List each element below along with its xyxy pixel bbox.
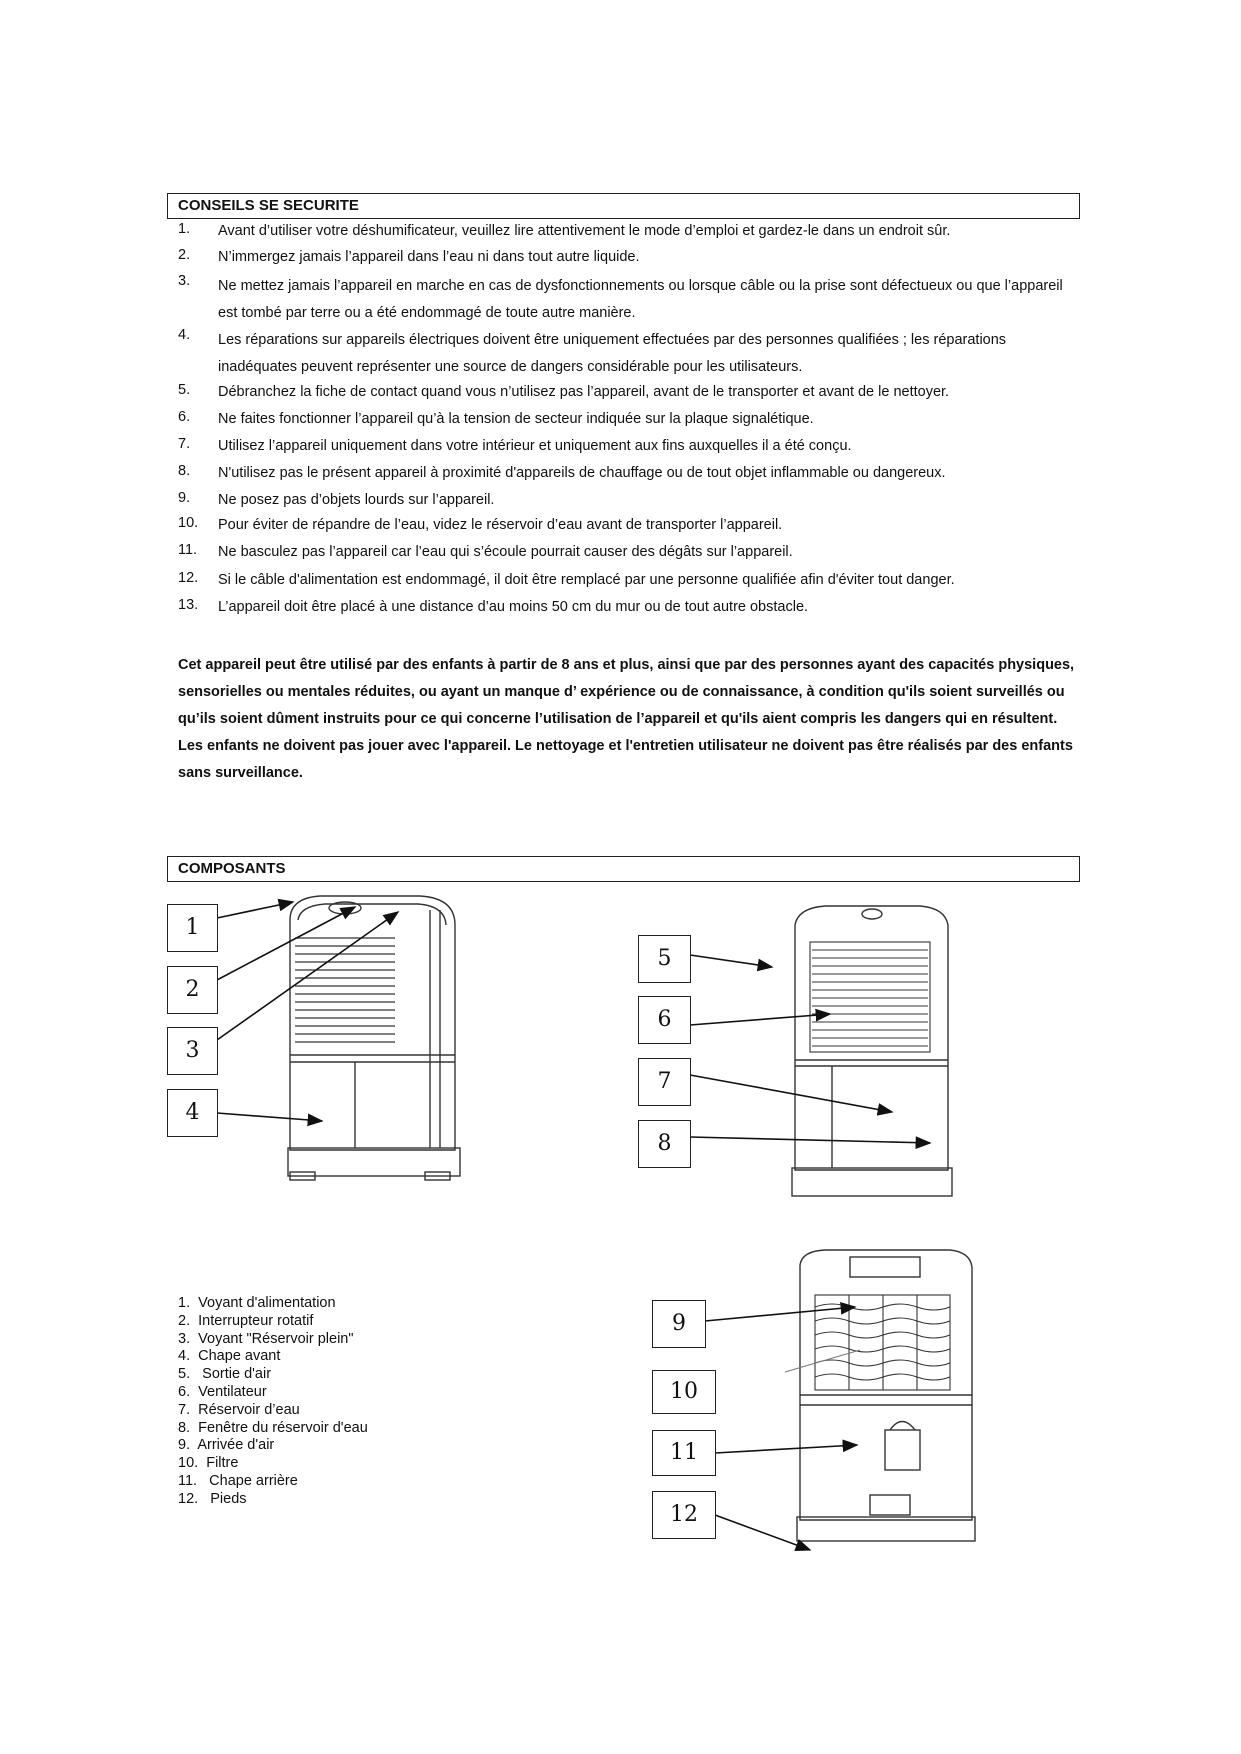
legend-item: 11. Chape arrière xyxy=(178,1472,298,1489)
arrow-11 xyxy=(715,1445,857,1453)
legend-item: 4. Chape avant xyxy=(178,1348,281,1365)
safety-section-header: CONSEILS SE SECURITE xyxy=(167,193,1080,219)
legend-item: 6. Ventilateur xyxy=(178,1383,267,1400)
legend-item: 10. Filtre xyxy=(178,1455,239,1472)
callout-label-7: 7 xyxy=(638,1058,691,1106)
legend-item: 9. Arrivée d'air xyxy=(178,1437,275,1454)
components-legend xyxy=(178,1295,368,1509)
arrow-3 xyxy=(217,912,398,1040)
legend-item: 1. Voyant d'alimentation xyxy=(178,1295,336,1311)
legend-item: 7. Réservoir d’eau xyxy=(178,1401,300,1418)
arrow-9 xyxy=(705,1307,855,1321)
arrow-2 xyxy=(217,907,355,980)
callout-label-10: 10 xyxy=(652,1370,716,1414)
arrow-6 xyxy=(690,1014,830,1025)
legend-item: 3. Voyant "Réservoir plein" xyxy=(178,1330,354,1347)
callout-label-9: 9 xyxy=(652,1300,706,1348)
callout-label-1: 1 xyxy=(167,904,218,952)
components-section-header: COMPOSANTS xyxy=(167,856,1080,882)
arrow-4 xyxy=(217,1113,322,1121)
arrow-8 xyxy=(690,1137,930,1143)
arrow-5 xyxy=(690,955,772,967)
children-safety-notice: Cet appareil peut être utilisé par des enfants à partir de 8 ans et plus, ainsi que par des personnes ayant des capacités physiques, sensorielles ou mentales réduites, ou ayant un manque d’ expérience ou de connaissance, à condition qu'ils soient surveillés ou qu’ils soient dûment instruits pour ce qui concerne l’utilisation de l’appareil et qu'ils aient compris les dangers qui en résultent. Les enfants ne doivent pas jouer avec l'appareil. Le nettoyage et l'entretien utilisateur ne doivent pas être réalisés par des enfants sans surveillance. xyxy=(178,657,1075,781)
callout-label-11: 11 xyxy=(652,1430,716,1476)
callout-label-6: 6 xyxy=(638,996,691,1044)
callout-label-2: 2 xyxy=(167,966,218,1014)
callout-label-4: 4 xyxy=(167,1089,218,1137)
arrow-1 xyxy=(217,902,293,918)
legend-item: 2. Interrupteur rotatif xyxy=(178,1312,314,1329)
legend-item: 8. Fenêtre du réservoir d'eau xyxy=(178,1419,368,1436)
callout-label-12: 12 xyxy=(652,1491,716,1539)
arrow-10 xyxy=(785,1350,860,1372)
callout-label-3: 3 xyxy=(167,1027,218,1075)
legend-item: 12. Pieds xyxy=(178,1490,247,1507)
arrow-7 xyxy=(690,1075,892,1112)
callout-label-8: 8 xyxy=(638,1120,691,1168)
legend-item: 5. Sortie d'air xyxy=(178,1366,272,1383)
callout-label-5: 5 xyxy=(638,935,691,983)
arrow-12 xyxy=(715,1515,810,1550)
